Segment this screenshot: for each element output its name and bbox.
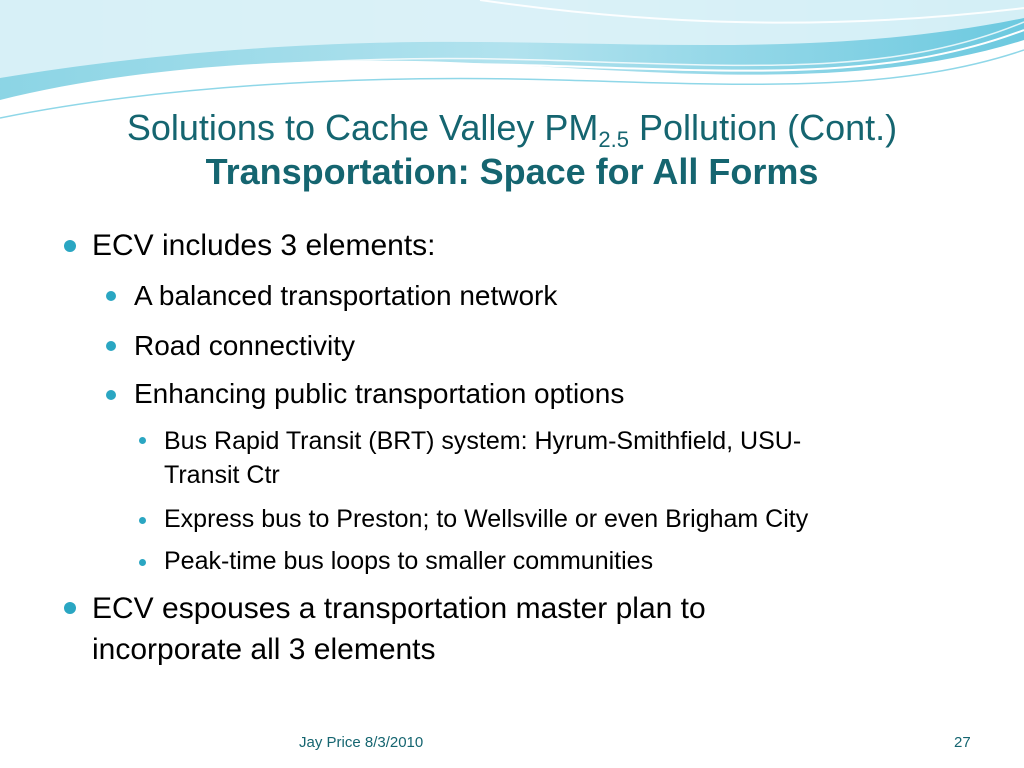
- title-line1-suffix: Pollution (Cont.): [629, 107, 898, 148]
- bullet-item-ecv-includes: ECV includes 3 elements:: [92, 229, 436, 262]
- bullet-dot-l3: [139, 437, 146, 444]
- bullet-dot-l3: [139, 559, 146, 566]
- bullet-item-brt-line2: Transit Ctr: [164, 461, 280, 489]
- title-subscript: 2.5: [598, 127, 630, 152]
- bullet-dot-l2: [106, 390, 116, 400]
- bullet-dot-l1: [64, 240, 76, 252]
- bullet-item-peak-time: Peak-time bus loops to smaller communities: [164, 547, 654, 575]
- title-line-1: [0, 106, 1024, 150]
- bullet-item-brt-line1: Bus Rapid Transit (BRT) system: Hyrum-Smithfield, USU-: [164, 427, 802, 455]
- header-wave-decoration: [0, 0, 1024, 120]
- bullet-item-balanced-network: A balanced transportation network: [134, 280, 558, 311]
- bullet-dot-l2: [106, 291, 116, 301]
- footer-author-date: Jay Price 8/3/2010: [299, 734, 424, 751]
- bullet-dot-l2: [106, 341, 116, 351]
- bullet-item-master-plan-line1: ECV espouses a transportation master plan to: [92, 592, 706, 625]
- bullet-item-public-transport: Enhancing public transportation options: [134, 378, 625, 409]
- bullet-dot-l3: [139, 517, 146, 524]
- bullet-item-master-plan-line2: incorporate all 3 elements: [92, 633, 436, 666]
- bullet-item-road-connectivity: Road connectivity: [134, 330, 356, 361]
- bullet-item-express-bus: Express bus to Preston; to Wellsville or even Brigham City: [164, 505, 809, 533]
- title-line1-text: Solutions to Cache Valley PM: [126, 107, 599, 148]
- title-line-2: Transportation: Space for All Forms: [205, 151, 819, 192]
- slide-title: [0, 106, 1024, 194]
- bullet-dot-l1: [64, 602, 76, 614]
- footer-page-number: 27: [954, 734, 971, 751]
